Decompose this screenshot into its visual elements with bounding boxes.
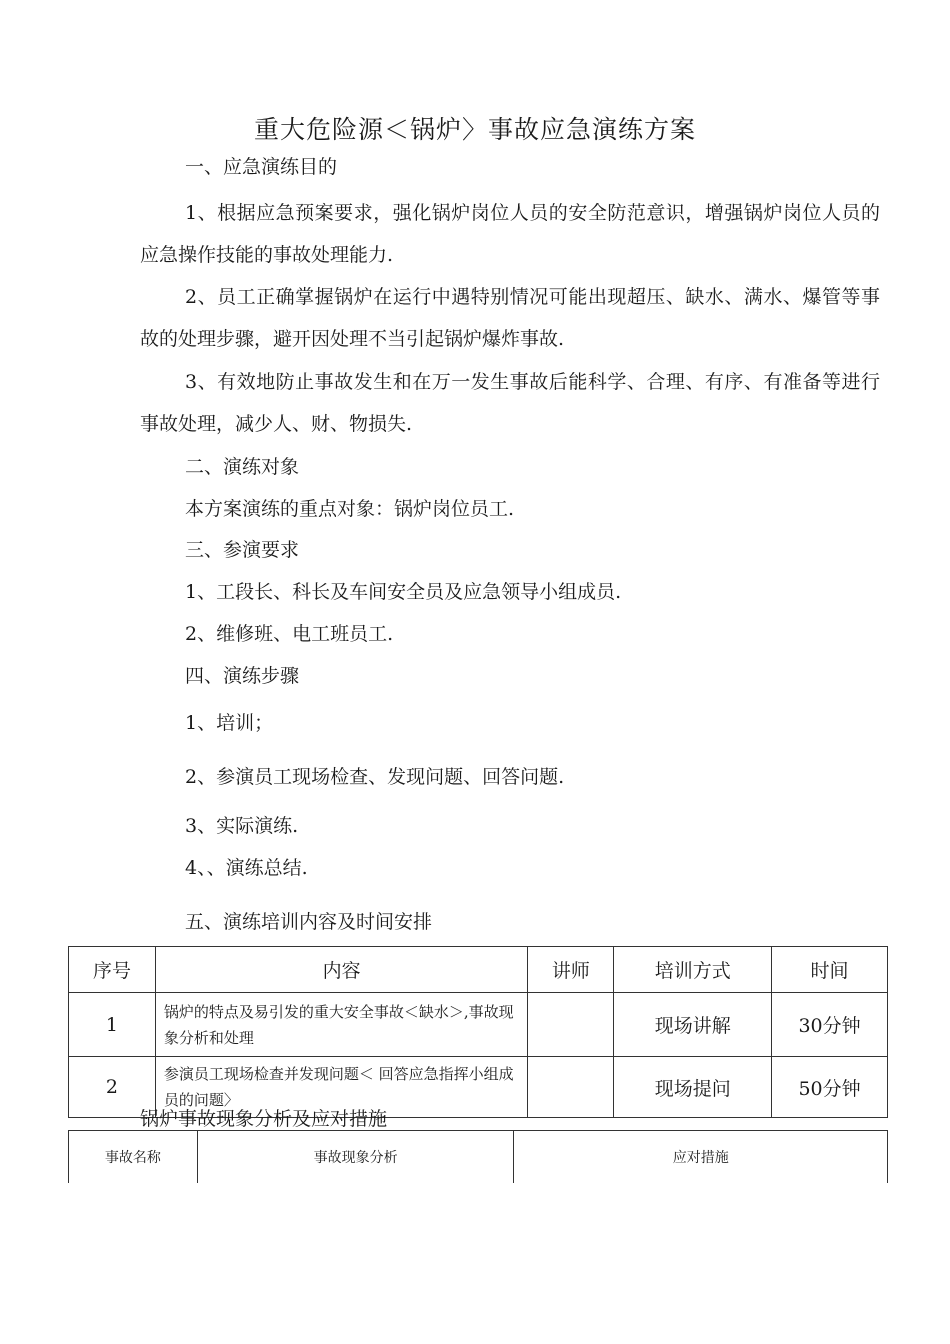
section-1-paragraph-1: 1、根据应急预案要求，强化锅炉岗位人员的安全防范意识，增强锅炉岗位人员的应急操作技能的事故处理能力. xyxy=(140,202,880,266)
header-teacher: 讲师 xyxy=(528,947,614,993)
section-4-step-4: 4、、演练总结. xyxy=(185,857,308,879)
cell-no: 2 xyxy=(69,1057,156,1118)
table-header-row xyxy=(69,1131,888,1184)
table-header-row xyxy=(69,947,888,993)
document-title: 重大危险源＜锅炉〉事故应急演练方案 xyxy=(253,115,696,144)
cell-method: 现场讲解 xyxy=(614,993,772,1057)
cell-teacher xyxy=(528,1057,614,1118)
section-3-paragraph-1: 1、工段长、科长及车间安全员及应急领导小组成员. xyxy=(185,581,622,603)
cell-content: 锅炉的特点及易引发的重大安全事故＜缺水＞,事故现象分析和处理 xyxy=(155,993,528,1057)
section-2-heading: 二、演练对象 xyxy=(185,456,300,478)
section-3-paragraph-2: 2、维修班、电工班员工. xyxy=(185,623,394,645)
table-row xyxy=(69,993,888,1057)
training-schedule-table xyxy=(68,946,888,1118)
header-content: 内容 xyxy=(155,947,528,993)
cell-time: 30分钟 xyxy=(772,993,888,1057)
header-method: 培训方式 xyxy=(614,947,772,993)
header-no: 序号 xyxy=(69,947,156,993)
section-1-paragraph-3: 3、有效地防止事故发生和在万一发生事故后能科学、合理、有序、有准备等进行事故处理，减少人、财、物损失. xyxy=(140,371,880,435)
header-accident-name: 事故名称 xyxy=(69,1131,198,1184)
section-4-heading: 四、演练步骤 xyxy=(185,665,300,687)
section-1-heading: 一、应急演练目的 xyxy=(185,156,338,178)
section-2-paragraph-1: 本方案演练的重点对象：锅炉岗位员工. xyxy=(185,498,515,520)
section-5-heading: 五、演练培训内容及时间安排 xyxy=(185,911,433,933)
cell-time: 50分钟 xyxy=(772,1057,888,1118)
accident-section-title: 锅炉事故现象分析及应对措施 xyxy=(140,1108,388,1130)
section-4-step-3: 3、实际演练. xyxy=(185,815,299,837)
accident-analysis-table xyxy=(68,1130,888,1183)
header-countermeasures: 应对措施 xyxy=(514,1131,888,1184)
section-4-step-2: 2、参演员工现场检查、发现问题、回答问题. xyxy=(185,766,565,788)
cell-no: 1 xyxy=(69,993,156,1057)
cell-method: 现场提问 xyxy=(614,1057,772,1118)
header-time: 时间 xyxy=(772,947,888,993)
section-3-heading: 三、参演要求 xyxy=(185,539,300,561)
cell-content: 参演员工现场检查并发现问题＜ 回答应急指挥小组成员的问题〉 xyxy=(155,1057,528,1118)
section-4-step-1: 1、培训； xyxy=(185,712,274,734)
section-1-paragraph-2: 2、员工正确掌握锅炉在运行中遇特别情况可能出现超压、缺水、满水、爆管等事故的处理步骤，避开因处理不当引起锅炉爆炸事故. xyxy=(140,286,880,350)
header-phenomenon-analysis: 事故现象分析 xyxy=(197,1131,514,1184)
cell-teacher xyxy=(528,993,614,1057)
